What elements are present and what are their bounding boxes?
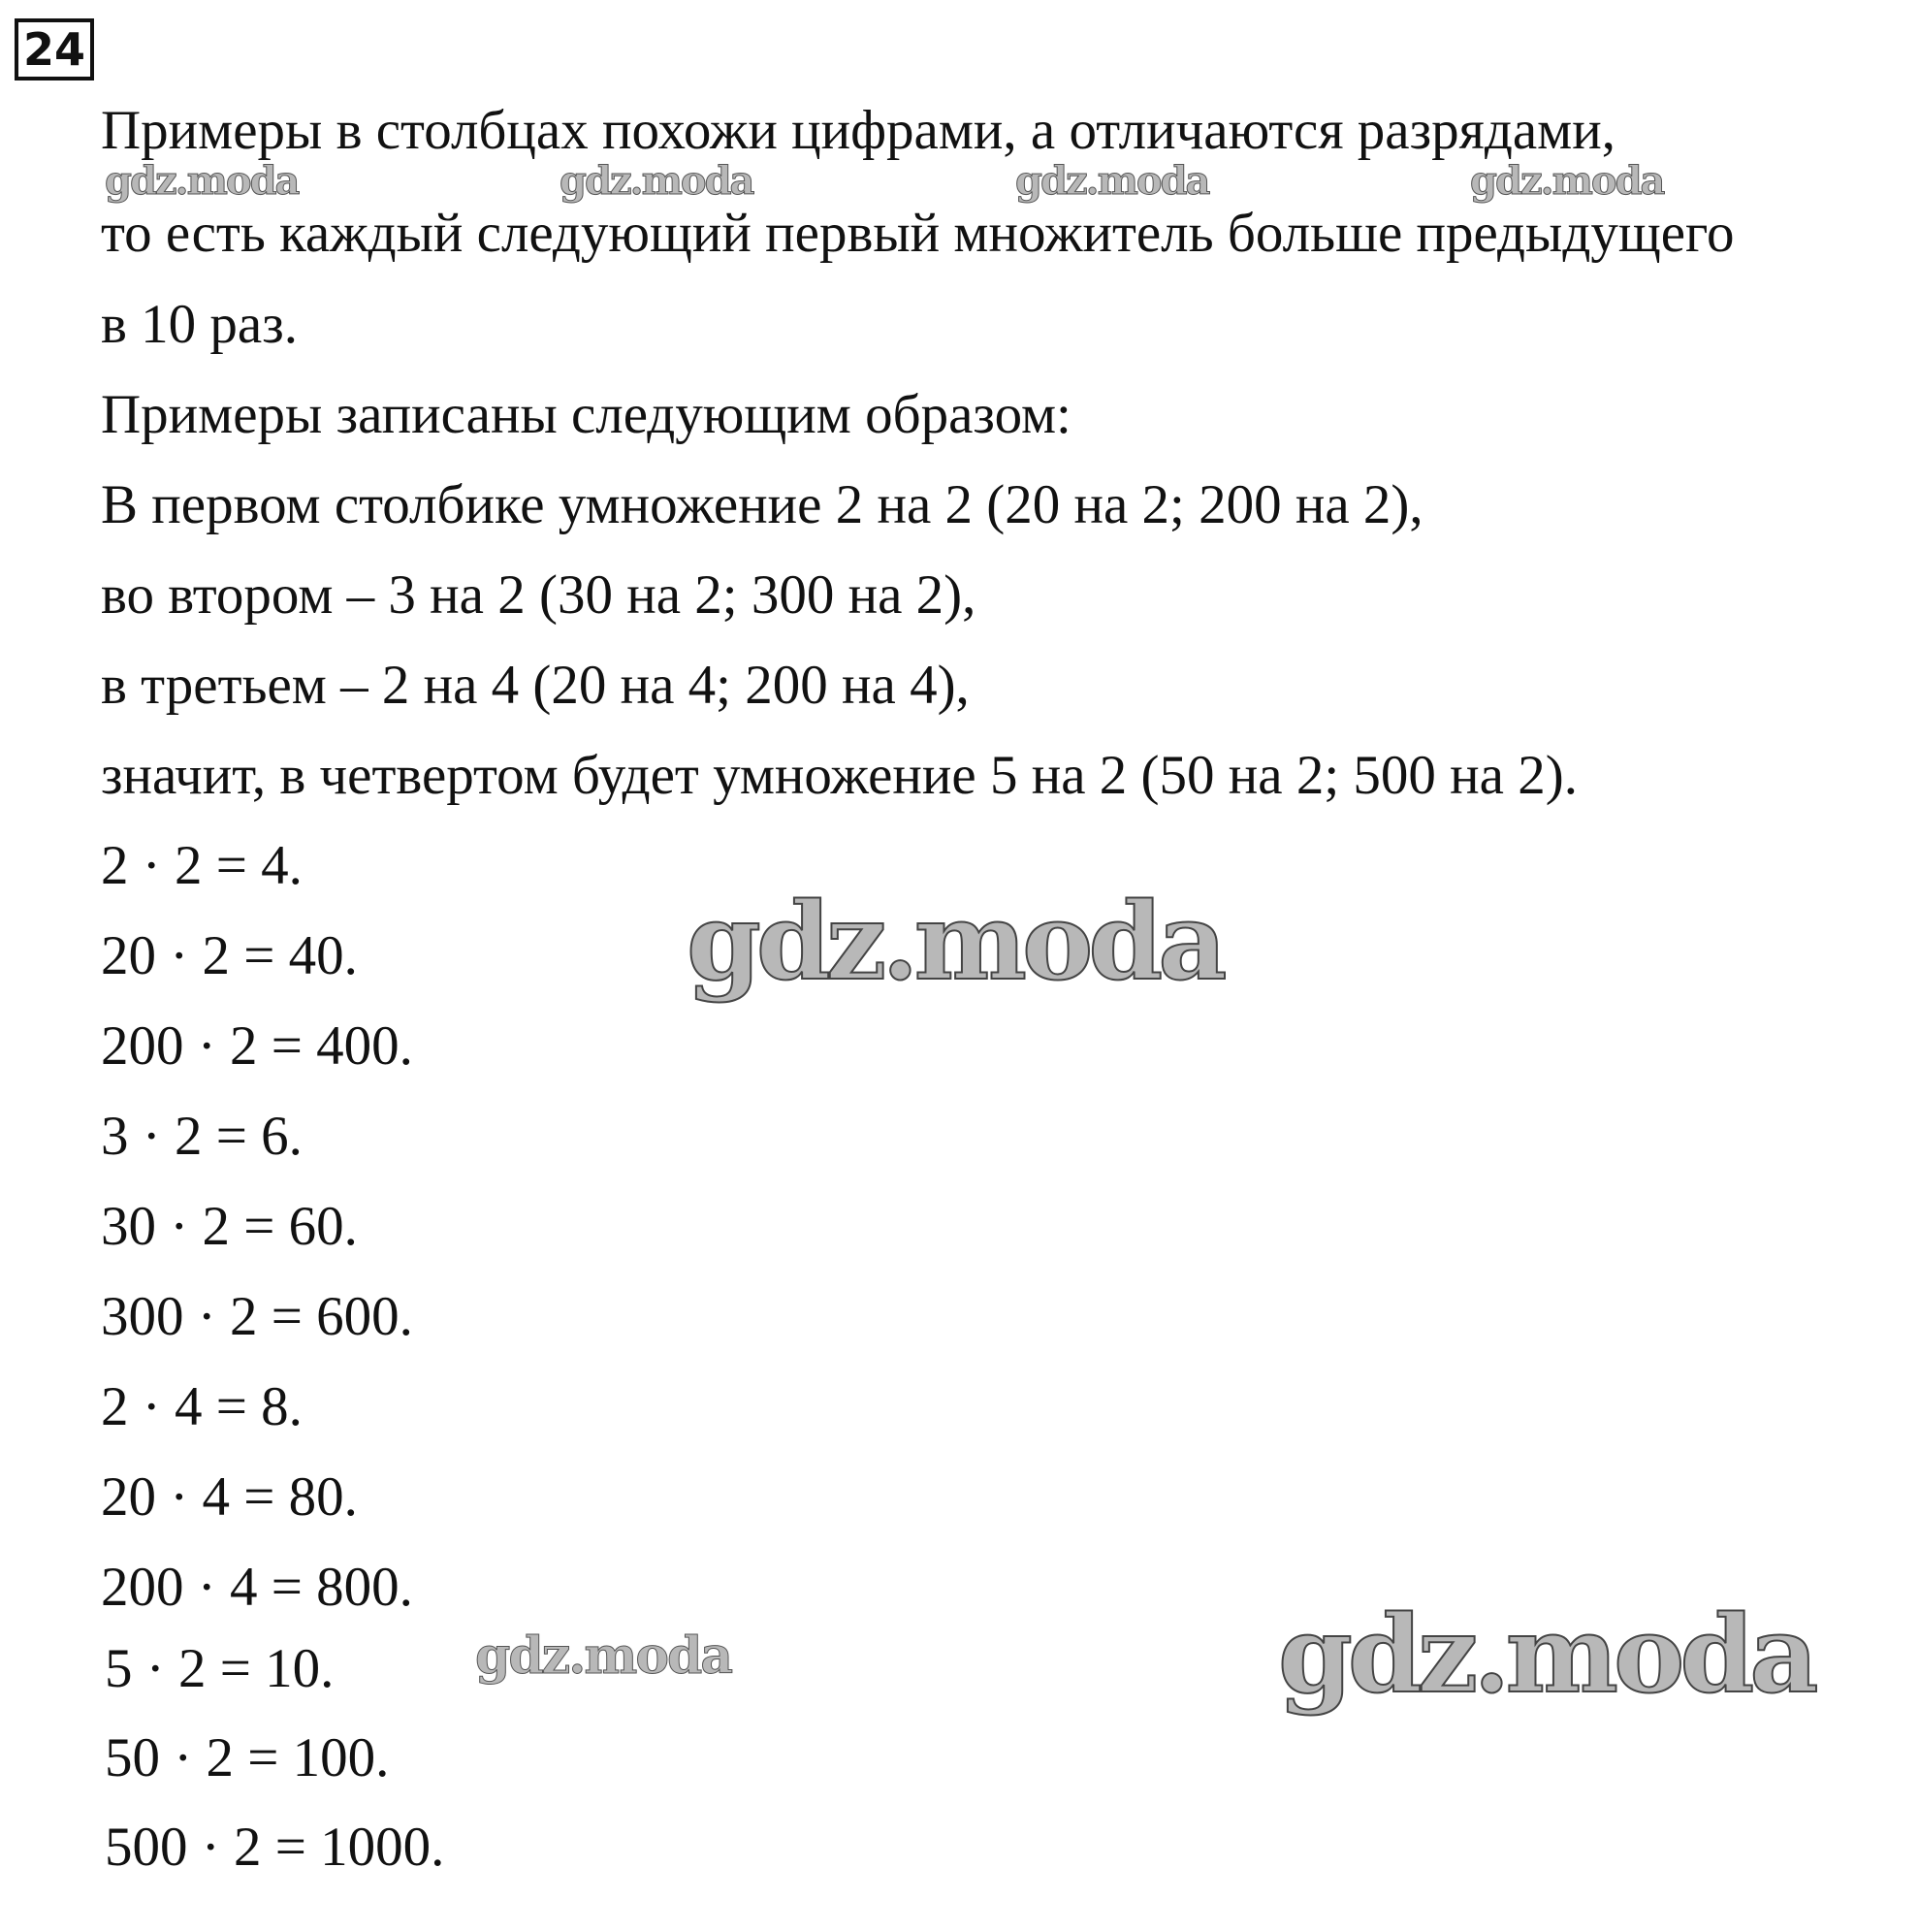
watermark: gdz.moda: [1470, 158, 1664, 204]
text-line: 3 · 2 = 6.: [101, 1106, 303, 1167]
watermark: gdz.moda: [1278, 1592, 1814, 1717]
text-line: 5 · 2 = 10.: [105, 1638, 335, 1699]
text-line: 30 · 2 = 60.: [101, 1196, 358, 1257]
text-line: то есть каждый следующий первый множитель больше предыдущего: [101, 203, 1735, 264]
watermark: gdz.moda: [1015, 158, 1209, 204]
text-line: 500 · 2 = 1000.: [105, 1817, 445, 1878]
text-line: 200 · 2 = 400.: [101, 1015, 413, 1077]
text-line: 2 · 2 = 4.: [101, 835, 303, 896]
text-line: Примеры в столбцах похожи цифрами, а отличаются разрядами,: [101, 100, 1615, 161]
watermark: gdz.moda: [105, 158, 299, 204]
watermark: gdz.moda: [560, 158, 753, 204]
text-line: 200 · 4 = 800.: [101, 1557, 413, 1618]
text-line: Примеры записаны следующим образом:: [101, 384, 1071, 445]
text-line: В первом столбике умножение 2 на 2 (20 на 2; 200 на 2),: [101, 474, 1423, 535]
watermark: gdz.moda: [687, 879, 1223, 1004]
text-line: значит, в четвертом будет умножение 5 на 2 (50 на 2; 500 на 2).: [101, 745, 1578, 806]
text-line: 300 · 2 = 600.: [101, 1286, 413, 1347]
text-line: во втором – 3 на 2 (30 на 2; 300 на 2),: [101, 564, 976, 626]
text-line: в третьем – 2 на 4 (20 на 4; 200 на 4),: [101, 655, 970, 716]
task-number: 24: [15, 18, 94, 80]
text-line: 50 · 2 = 100.: [105, 1727, 390, 1788]
text-line: 2 · 4 = 8.: [101, 1376, 303, 1437]
text-line: 20 · 2 = 40.: [101, 925, 358, 986]
watermark: gdz.moda: [475, 1626, 732, 1686]
text-line: в 10 раз.: [101, 294, 298, 355]
text-line: 20 · 4 = 80.: [101, 1466, 358, 1528]
